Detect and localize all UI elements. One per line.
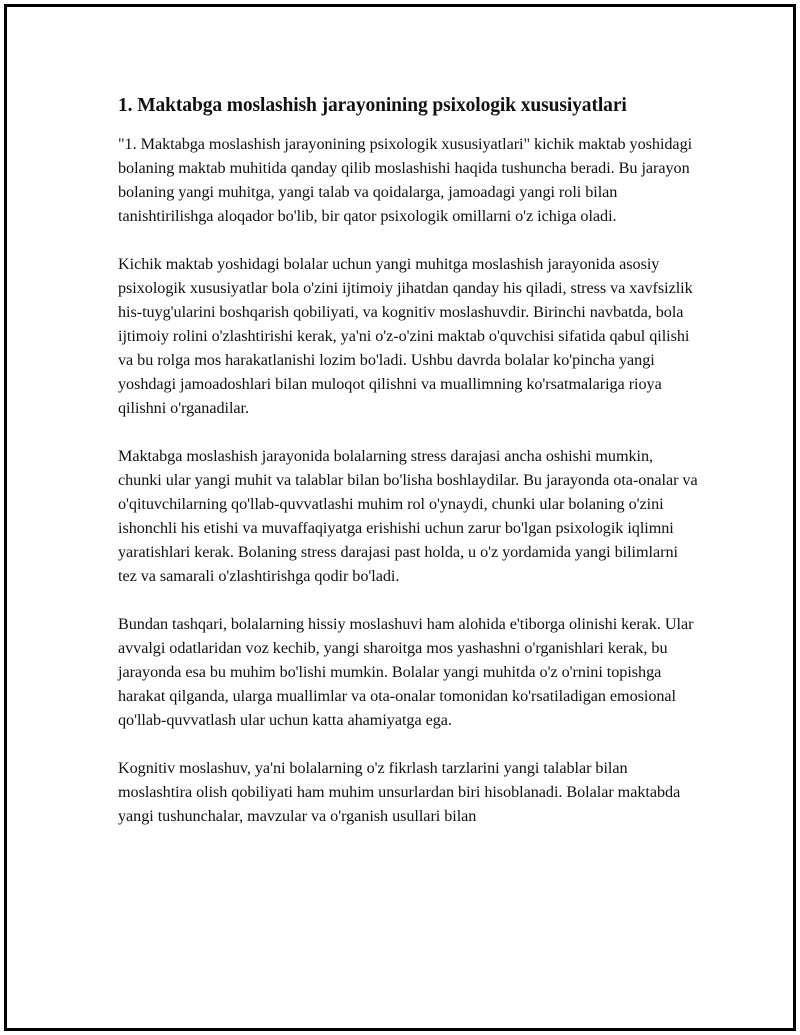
paragraph-social-adaptation: Kichik maktab yoshidagi bolalar uchun yangi muhitga moslashish jarayonida asosiy psixologik xususiyatlar bola o'zini ijtimoiy jihatdan qanday his qiladi, stress va xavfsizlik his-tuyg'ularini boshqarish qobiliyati, va kognitiv moslashuvdir. Birinchi navbatda, bola ijtimoiy rolini o'zlashtirishi kerak, ya'ni o'z-o'zini maktab o'quvchisi sifatida qabul qilishi va bu rolga mos harakatlanishi lozim bo'ladi. Ushbu davrda bolalar ko'pincha yangi yoshdagi jamoadoshlari bilan muloqot qilishni va muallimning ko'rsatmalariga rioya qilishni o'rganadilar. bbox=[118, 255, 693, 417]
paragraph-cognitive-adaptation: Kognitiv moslashuv, ya'ni bolalarning o'z fikrlash tarzlarini yangi talablar bilan moslashtira olish qobiliyati ham muhim unsurlardan biri hisoblanadi. Bolalar maktabda yangi tushunchalar, mavzular va o'rganish usullari bilan bbox=[118, 759, 681, 825]
paragraph-intro: "1. Maktabga moslashish jarayonining psixologik xususiyatlari" kichik maktab yoshidagi bolaning maktab muhitida qanday qilib moslashishi haqida tushuncha beradi. Bu jarayon bolaning yangi muhitga, yangi talab va qoidalarga, jamoadagi yangi roli bilan tanishtirilishga aloqador bo'lib, bir qator psixologik omillarni o'z ichiga oladi. bbox=[118, 135, 693, 225]
section-heading: 1. Maktabga moslashish jarayonining psixologik xususiyatlari bbox=[118, 95, 627, 116]
paragraph-emotional-adaptation: Bundan tashqari, bolalarning hissiy moslashuvi ham alohida e'tiborga olinishi kerak. Ular avvalgi odatlaridan voz kechib, yangi sharoitga mos yashashni o'rganishlari kerak, bu jarayonda esa bu muhim bo'lishi mumkin. Bolalar yangi muhitda o'z o'rnini topishga harakat qilganda, ularga muallimlar va ota-onalar tomonidan ko'rsatiladigan emosional qo'llab-quvvatlash ular uchun katta ahamiyatga ega. bbox=[118, 615, 694, 729]
paragraph-stress: Maktabga moslashish jarayonida bolalarning stress darajasi ancha oshishi mumkin, chunki ular yangi muhit va talablar bilan bo'lisha boshlaydilar. Bu jarayonda ota-onalar va o'qituvchilarning qo'llab-quvvatlashi muhim rol o'ynaydi, chunki ular bolaning o'zini ishonchli his etishi va muvaffaqiyatga erishishi uchun zarur bo'lgan psixologik iqlimni yaratishlari kerak. Bolaning stress darajasi past holda, u o'z yordamida yangi bilimlarni tez va samarali o'zlashtirishga qodir bo'ladi. bbox=[118, 447, 698, 585]
document-body bbox=[118, 92, 698, 852]
